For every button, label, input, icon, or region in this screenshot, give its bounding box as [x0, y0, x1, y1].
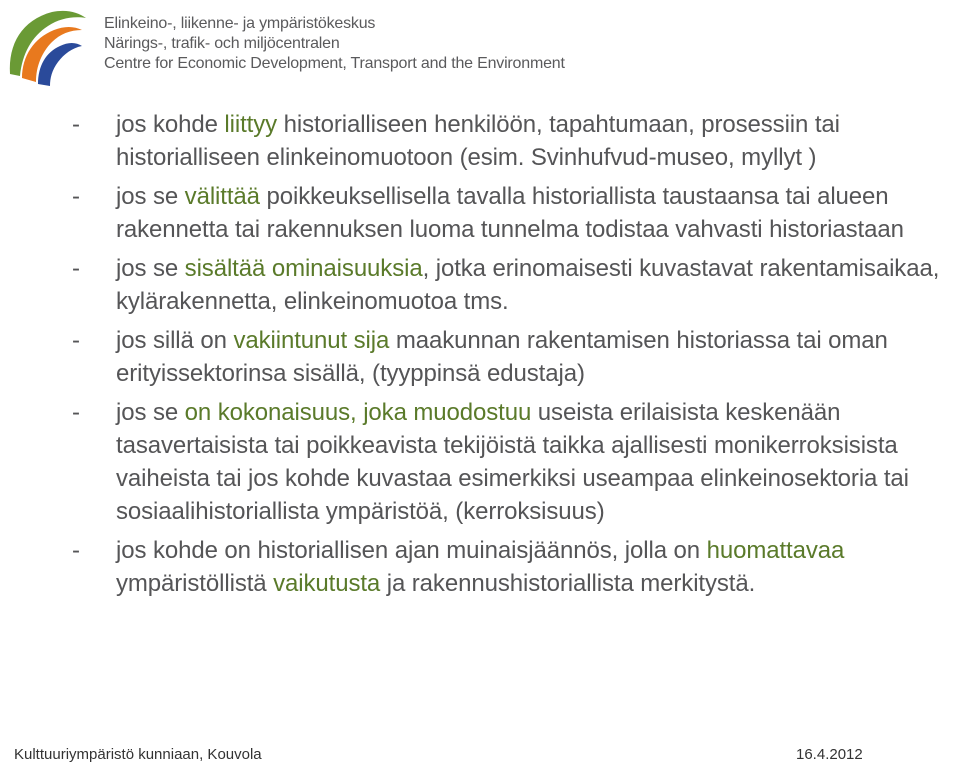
highlight-segment: vakiintunut sija	[233, 327, 390, 354]
text-segment: poikkeuksellisella tavalla historiallista taustaansa tai alueen rakennetta tai rakennuksen luoma tunnelma todistaa vahvasti historiastaan	[116, 183, 904, 243]
bullet-dash: -	[72, 537, 80, 564]
criteria-item	[72, 108, 952, 174]
ely-centre-logo-icon	[4, 4, 88, 88]
highlight-segment: huomattavaa	[706, 537, 845, 564]
footer-date: 16.4.2012	[796, 746, 863, 763]
text-segment: , jotka erinomaisesti kuvastavat rakentamisaikaa, kylärakennetta, elinkeinomuotoa tms.	[116, 255, 940, 315]
highlight-segment: välittää	[184, 183, 260, 210]
text-segment: maakunnan rakentamisen historiassa tai oman erityissektorinsa sisällä, (tyyppinsä edustaja)	[116, 327, 888, 387]
text-segment: ja rakennushistoriallista merkitystä.	[380, 570, 756, 597]
slide-content	[72, 108, 952, 606]
text-segment: jos sillä on	[116, 327, 234, 354]
bullet-dash: -	[72, 111, 80, 138]
criteria-item	[72, 252, 952, 318]
slide-header	[0, 0, 959, 92]
org-names	[104, 14, 565, 74]
criteria-item	[72, 180, 952, 246]
bullet-dash: -	[72, 255, 80, 282]
highlight-segment: sisältää ominaisuuksia	[184, 255, 423, 282]
criteria-item	[72, 396, 952, 528]
text-segment: ympäristöllistä	[116, 570, 274, 597]
highlight-segment: on kokonaisuus, joka muodostuu	[184, 399, 532, 426]
text-segment: jos se	[116, 399, 185, 426]
highlight-segment: vaikutusta	[273, 570, 381, 597]
org-name-fi: Elinkeino-, liikenne- ja ympäristökeskus	[104, 15, 376, 32]
text-segment: jos kohde on historiallisen ajan muinaisjäännös, jolla on	[116, 537, 707, 564]
footer-event: Kulttuuriympäristö kunniaan, Kouvola	[14, 746, 262, 763]
org-name-sv: Närings-, trafik- och miljöcentralen	[104, 35, 340, 52]
text-segment: jos se	[116, 183, 185, 210]
bullet-dash: -	[72, 327, 80, 354]
highlight-segment: liittyy	[224, 111, 278, 138]
bullet-dash: -	[72, 399, 80, 426]
org-name-en: Centre for Economic Development, Transport and the Environment	[104, 55, 565, 72]
criteria-item	[72, 534, 952, 600]
bullet-dash: -	[72, 183, 80, 210]
criteria-item	[72, 324, 952, 390]
text-segment: useista erilaisista keskenään tasavertaisista tai poikkeavista tekijöistä taikka ajallisesti monikerroksisista vaiheista tai jos kohde kuvastaa esimerkiksi useampaa elinkeinosektoria tai sosiaalihistoriallista ympäristöä, (kerroksisuus)	[116, 399, 909, 525]
text-segment: historialliseen henkilöön, tapahtumaan, prosessiin tai historialliseen elinkeinomuotoon (esim. Svinhufvud-museo, myllyt )	[116, 111, 840, 171]
text-segment: jos se	[116, 255, 185, 282]
text-segment: jos kohde	[116, 111, 225, 138]
